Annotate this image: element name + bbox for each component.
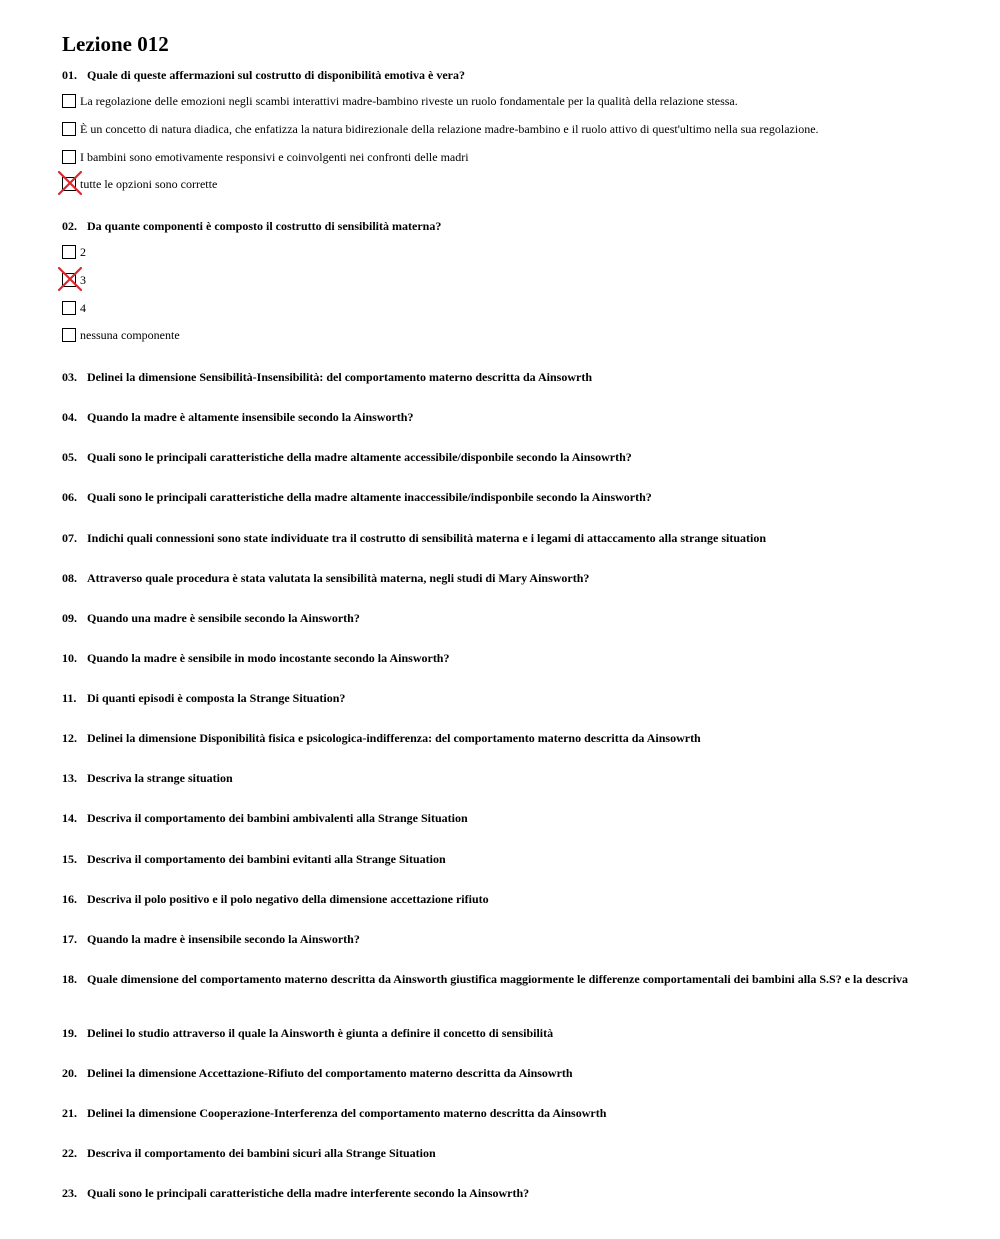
- question-08: [62, 571, 942, 585]
- question-21: [62, 1106, 942, 1120]
- question-text: Indichi quali connessioni sono state individuate tra il costrutto di sensibilità materna e i legami di attaccamento alla strange situation: [87, 531, 767, 545]
- question-text: Descriva la strange situation: [87, 771, 233, 785]
- question-number: 13.: [62, 771, 77, 785]
- question-13: [62, 771, 942, 785]
- question-text: Descriva il polo positivo e il polo negativo della dimensione accettazione rifiuto: [87, 892, 489, 906]
- option-text: I bambini sono emotivamente responsivi e coinvolgenti nei confronti delle madri: [80, 150, 469, 164]
- question-number: 08.: [62, 571, 77, 585]
- question-05: [62, 450, 942, 464]
- question-number: 06.: [62, 490, 77, 504]
- page-title: Lezione 012: [62, 32, 169, 56]
- question-number: 10.: [62, 651, 77, 665]
- question-15: [62, 852, 942, 866]
- question-11: [62, 691, 942, 705]
- question-02: [62, 219, 942, 233]
- question-number: 20.: [62, 1066, 77, 1080]
- question-10: [62, 651, 942, 665]
- question-number: 02.: [62, 219, 77, 233]
- question-number: 03.: [62, 370, 77, 384]
- question-number: 14.: [62, 811, 77, 825]
- question-number: 15.: [62, 852, 77, 866]
- question-text: Delinei la dimensione Sensibilità-Insensibilità: del comportamento materno descritta da Ainsowrth: [87, 370, 592, 384]
- option-text: 2: [80, 245, 86, 259]
- question-text: Descriva il comportamento dei bambini evitanti alla Strange Situation: [87, 852, 446, 866]
- question-01: [62, 68, 942, 82]
- question-number: 09.: [62, 611, 77, 625]
- question-14: [62, 811, 942, 825]
- checkbox[interactable]: [62, 122, 76, 136]
- question-text: Delinei la dimensione Disponibilità fisica e psicologica-indifferenza: del comportamento materno descritta da Ainsowrth: [87, 731, 701, 745]
- question-04: [62, 410, 942, 424]
- question-text: Descriva il comportamento dei bambini sicuri alla Strange Situation: [87, 1146, 436, 1160]
- question-03: [62, 370, 942, 384]
- question-20: [62, 1066, 942, 1080]
- question-text: Di quanti episodi è composta la Strange Situation?: [87, 691, 346, 705]
- question-17: [62, 932, 942, 946]
- question-number: 17.: [62, 932, 77, 946]
- option-text: È un concetto di natura diadica, che enfatizza la natura bidirezionale della relazione madre-bambino e il ruolo attivo di quest'ultimo nella sua regolazione.: [80, 122, 819, 136]
- question-text: Attraverso quale procedura è stata valutata la sensibilità materna, negli studi di Mary Ainsworth?: [87, 571, 590, 585]
- question-text: Quali sono le principali caratteristiche della madre interferente secondo la Ainsowrth?: [87, 1186, 530, 1200]
- question-23: [62, 1186, 942, 1200]
- question-number: 11.: [62, 691, 77, 705]
- question-number: 04.: [62, 410, 77, 424]
- question-text: Quali sono le principali caratteristiche della madre altamente accessibile/disponbile secondo la Ainsowrth?: [87, 450, 632, 464]
- question-text: Delinei la dimensione Accettazione-Rifiuto del comportamento materno descritta da Ainsowrth: [87, 1066, 573, 1080]
- question-number: 22.: [62, 1146, 77, 1160]
- question-19: [62, 1026, 942, 1040]
- question-06: [62, 490, 942, 504]
- option-text: La regolazione delle emozioni negli scambi interattivi madre-bambino riveste un ruolo fondamentale per la qualità della relazione stessa.: [80, 94, 738, 108]
- question-12: [62, 731, 942, 745]
- question-text: Delinei lo studio attraverso il quale la Ainsworth è giunta a definire il concetto di sensibilità: [87, 1026, 554, 1040]
- question-number: 07.: [62, 531, 77, 545]
- question-text: Delinei la dimensione Cooperazione-Interferenza del comportamento materno descritta da Ainsowrth: [87, 1106, 607, 1120]
- checkbox[interactable]: [62, 94, 76, 108]
- question-number: 21.: [62, 1106, 77, 1120]
- question-16: [62, 892, 942, 906]
- option-text: 3: [80, 273, 86, 287]
- question-number: 18.: [62, 972, 77, 986]
- question-number: 05.: [62, 450, 77, 464]
- question-number: 23.: [62, 1186, 77, 1200]
- question-text: Descriva il comportamento dei bambini ambivalenti alla Strange Situation: [87, 811, 468, 825]
- checkbox[interactable]: [62, 150, 76, 164]
- checkbox[interactable]: [62, 328, 76, 342]
- question-text: Quando la madre è altamente insensibile secondo la Ainsworth?: [87, 410, 414, 424]
- checkbox[interactable]: [62, 301, 76, 315]
- question-text: Quando la madre è sensibile in modo incostante secondo la Ainsworth?: [87, 651, 450, 665]
- option-text: nessuna componente: [80, 328, 180, 342]
- question-22: [62, 1146, 942, 1160]
- question-09: [62, 611, 942, 625]
- question-text: Quale dimensione del comportamento materno descritta da Ainsworth giustifica maggiormente le differenze comportamentali dei bambini alla S.S? e la descriva: [87, 972, 909, 986]
- question-18: [62, 972, 942, 986]
- question-text: Quando una madre è sensibile secondo la Ainsworth?: [87, 611, 360, 625]
- question-number: 16.: [62, 892, 77, 906]
- checkbox[interactable]: [62, 245, 76, 259]
- question-text: Da quante componenti è composto il costrutto di sensibilità materna?: [87, 219, 442, 233]
- question-07: [62, 531, 942, 545]
- question-text: Quale di queste affermazioni sul costrutto di disponibilità emotiva è vera?: [87, 68, 465, 82]
- option-text: tutte le opzioni sono corrette: [80, 177, 218, 191]
- question-text: Quali sono le principali caratteristiche della madre altamente inaccessibile/indisponbile secondo la Ainsworth?: [87, 490, 652, 504]
- question-number: 19.: [62, 1026, 77, 1040]
- question-number: 01.: [62, 68, 77, 82]
- question-number: 12.: [62, 731, 77, 745]
- option-text: 4: [80, 301, 86, 315]
- question-text: Quando la madre è insensibile secondo la Ainsworth?: [87, 932, 360, 946]
